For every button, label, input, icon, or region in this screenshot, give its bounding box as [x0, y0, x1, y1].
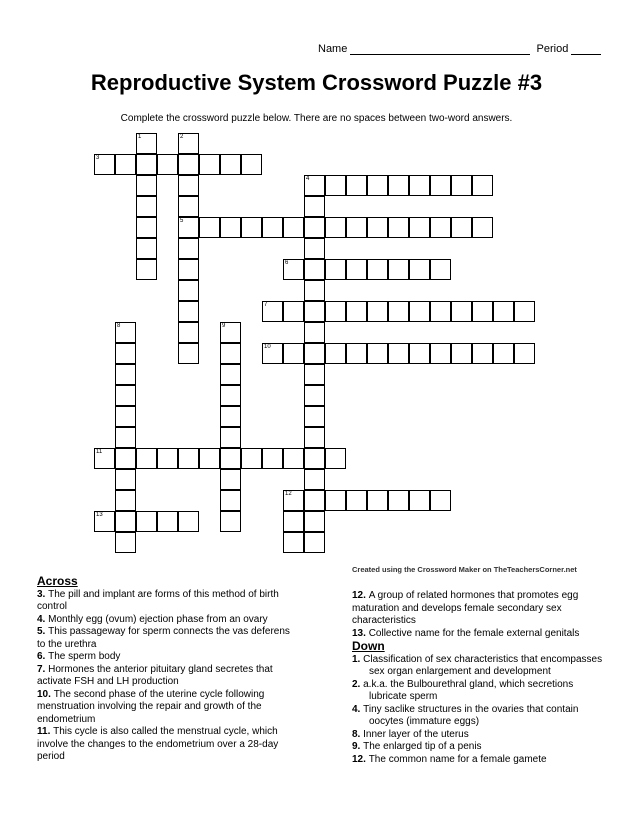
crossword-cell[interactable] — [136, 196, 157, 217]
crossword-cell[interactable] — [304, 217, 325, 238]
crossword-cell[interactable] — [472, 343, 493, 364]
crossword-cell[interactable] — [304, 511, 325, 532]
crossword-cell[interactable] — [136, 154, 157, 175]
crossword-cell[interactable] — [430, 217, 451, 238]
down-heading: Down — [352, 639, 385, 653]
clue-number: 10. — [37, 688, 54, 700]
crossword-cell[interactable] — [178, 343, 199, 364]
cell-number: 9 — [222, 323, 226, 329]
crossword-cell[interactable] — [367, 301, 388, 322]
clue-text: The pill and implant are forms of this method of birth control — [37, 588, 279, 612]
crossword-cell[interactable] — [262, 217, 283, 238]
cell-number: 2 — [180, 134, 184, 140]
clue — [37, 664, 292, 689]
cell-number: 5 — [180, 218, 184, 224]
clues-continued — [352, 590, 612, 766]
crossword-cell[interactable] — [304, 532, 325, 553]
crossword-cell[interactable] — [220, 469, 241, 490]
crossword-cell[interactable] — [220, 217, 241, 238]
crossword-cell[interactable] — [409, 259, 430, 280]
crossword-cell[interactable] — [451, 343, 472, 364]
clue-number: 2. — [352, 678, 364, 690]
clue-number: 12. — [352, 590, 369, 601]
clue — [37, 626, 292, 651]
instructions: Complete the crossword puzzle below. There are no spaces between two-word answers. — [120, 113, 513, 124]
clue-number: 9. — [352, 741, 364, 752]
crossword-cell[interactable] — [220, 385, 241, 406]
crossword-cell[interactable] — [262, 448, 283, 469]
crossword-cell[interactable] — [304, 196, 325, 217]
crossword-cell[interactable] — [220, 406, 241, 427]
crossword-cell[interactable] — [430, 301, 451, 322]
clue — [352, 754, 612, 767]
clue-number: 7. — [37, 663, 49, 675]
clue-text: Classification of sex characteristics that encompasses sex organ enlargement and development — [363, 653, 603, 677]
clue-number: 12. — [352, 753, 369, 765]
crossword-cell[interactable] — [157, 154, 178, 175]
crossword-cell[interactable] — [472, 301, 493, 322]
crossword-cell[interactable] — [304, 364, 325, 385]
crossword-cell[interactable] — [283, 448, 304, 469]
crossword-cell[interactable] — [346, 301, 367, 322]
cell-number: 1 — [138, 134, 142, 140]
crossword-cell[interactable] — [178, 301, 199, 322]
crossword-cell[interactable] — [493, 343, 514, 364]
crossword-cell[interactable] — [409, 175, 430, 196]
crossword-cell[interactable] — [220, 490, 241, 511]
clue — [352, 741, 612, 754]
crossword-cell[interactable] — [241, 217, 262, 238]
across-heading: Across — [37, 574, 78, 588]
clue-text: Collective name for the female external genitals — [368, 627, 580, 639]
cell-number: 3 — [96, 155, 100, 161]
crossword-cell[interactable] — [178, 259, 199, 280]
crossword-cell[interactable] — [409, 343, 430, 364]
crossword-cell[interactable] — [304, 490, 325, 511]
crossword-cell[interactable] — [115, 532, 136, 553]
crossword-cell[interactable] — [304, 427, 325, 448]
crossword-cell[interactable] — [115, 154, 136, 175]
crossword-cell[interactable] — [325, 343, 346, 364]
crossword-cell[interactable] — [451, 217, 472, 238]
page-title: Reproductive System Crossword Puzzle #3 — [90, 70, 543, 95]
crossword-cell[interactable] — [178, 196, 199, 217]
clue-number: 4. — [352, 703, 364, 715]
crossword-cell[interactable] — [430, 175, 451, 196]
crossword-cell[interactable] — [346, 217, 367, 238]
clue-text: Inner layer of the uterus — [363, 728, 469, 740]
crossword-cell[interactable] — [178, 280, 199, 301]
crossword-cell[interactable] — [367, 343, 388, 364]
crossword-cell[interactable] — [115, 511, 136, 532]
crossword-cell[interactable] — [304, 343, 325, 364]
crossword-cell[interactable] — [115, 364, 136, 385]
crossword-cell[interactable] — [115, 406, 136, 427]
cell-number: 12 — [285, 491, 292, 497]
crossword-cell[interactable] — [346, 259, 367, 280]
clue — [352, 679, 612, 704]
crossword-cell[interactable] — [304, 469, 325, 490]
crossword-cell[interactable] — [199, 448, 220, 469]
cell-number: 11 — [96, 449, 103, 455]
clue-number: 3. — [37, 588, 49, 600]
clue-text: a.k.a. the Bulbourethral gland, which secretions lubricate sperm — [363, 678, 574, 702]
crossword-cell[interactable] — [304, 385, 325, 406]
crossword-cell[interactable] — [136, 259, 157, 280]
crossword-cell[interactable] — [346, 175, 367, 196]
crossword-cell[interactable] — [283, 343, 304, 364]
crossword-cell[interactable] — [115, 427, 136, 448]
cell-number: 10 — [264, 344, 271, 350]
crossword-cell[interactable] — [304, 406, 325, 427]
crossword-cell[interactable] — [514, 301, 535, 322]
crossword-cell[interactable] — [325, 259, 346, 280]
crossword-cell[interactable] — [304, 322, 325, 343]
crossword-cell[interactable] — [199, 154, 220, 175]
crossword-cell[interactable] — [178, 322, 199, 343]
clue — [352, 628, 612, 641]
crossword-cell[interactable] — [304, 301, 325, 322]
crossword-cell[interactable] — [283, 217, 304, 238]
crossword-cell[interactable] — [367, 175, 388, 196]
crossword-cell[interactable] — [220, 154, 241, 175]
crossword-cell[interactable] — [430, 490, 451, 511]
crossword-cell[interactable] — [409, 301, 430, 322]
crossword-cell[interactable] — [325, 448, 346, 469]
cell-number: 4 — [306, 176, 310, 182]
crossword-cell[interactable] — [115, 343, 136, 364]
crossword-cell[interactable] — [136, 448, 157, 469]
clue-text: The sperm body — [48, 651, 121, 662]
crossword-cell[interactable] — [304, 448, 325, 469]
crossword-cell[interactable] — [115, 490, 136, 511]
crossword-cell[interactable] — [325, 301, 346, 322]
crossword-cell[interactable] — [220, 448, 241, 469]
crossword-cell[interactable] — [472, 217, 493, 238]
crossword-cell[interactable] — [115, 448, 136, 469]
crossword-cell[interactable] — [304, 238, 325, 259]
crossword-cell[interactable] — [157, 511, 178, 532]
period-label: Period — [536, 43, 569, 55]
crossword-cell[interactable] — [283, 301, 304, 322]
crossword-cell[interactable] — [157, 448, 178, 469]
clue-text: A group of related hormones that promotes egg maturation and develops female secondary sex characteristics — [352, 590, 579, 626]
crossword-cell[interactable] — [241, 154, 262, 175]
crossword-cell[interactable] — [220, 511, 241, 532]
cell-number: 13 — [96, 512, 103, 518]
crossword-cell[interactable] — [220, 343, 241, 364]
crossword-cell[interactable] — [451, 175, 472, 196]
crossword-cell[interactable] — [115, 469, 136, 490]
crossword-cell[interactable] — [325, 175, 346, 196]
crossword-cell[interactable] — [220, 364, 241, 385]
crossword-cell[interactable] — [388, 301, 409, 322]
crossword-cell[interactable] — [136, 238, 157, 259]
clue — [352, 729, 612, 742]
crossword-cell[interactable] — [472, 175, 493, 196]
clue-text: The common name for a female gamete — [368, 753, 547, 765]
clue — [37, 726, 292, 764]
crossword-cell[interactable] — [430, 343, 451, 364]
crossword-cell[interactable] — [367, 490, 388, 511]
clue-number: 8. — [352, 728, 364, 740]
cell-number: 8 — [117, 323, 121, 329]
crossword-cell[interactable] — [178, 175, 199, 196]
crossword-cell[interactable] — [430, 259, 451, 280]
clue — [37, 651, 292, 664]
clue-number: 6. — [37, 651, 49, 662]
clue — [37, 689, 292, 727]
crossword-cell[interactable] — [304, 280, 325, 301]
clue-number: 4. — [37, 613, 49, 625]
crossword-cell[interactable] — [136, 175, 157, 196]
clue — [352, 590, 612, 628]
clue — [352, 704, 612, 729]
cell-number: 7 — [264, 302, 268, 308]
crossword-cell[interactable] — [241, 448, 262, 469]
clue-number: 13. — [352, 627, 369, 639]
clue — [37, 589, 292, 614]
crossword-cell[interactable] — [136, 217, 157, 238]
crossword-cell[interactable] — [346, 490, 367, 511]
crossword-cell[interactable] — [409, 217, 430, 238]
clue-number: 1. — [352, 653, 364, 665]
clue-text: This cycle is also called the menstrual cycle, which involve the changes to the endometrium over a 28-day period — [37, 726, 279, 762]
crossword-cell[interactable] — [409, 490, 430, 511]
crossword-cell[interactable] — [388, 259, 409, 280]
crossword-cell[interactable] — [283, 532, 304, 553]
crossword-cell[interactable] — [325, 217, 346, 238]
crossword-cell[interactable] — [451, 301, 472, 322]
crossword-cell[interactable] — [178, 448, 199, 469]
crossword-cell[interactable] — [178, 511, 199, 532]
crossword-cell[interactable] — [367, 217, 388, 238]
crossword-cell[interactable] — [388, 217, 409, 238]
clue-text: Hormones the anterior pituitary gland secretes that activate FSH and LH production — [37, 663, 273, 687]
crossword-cell[interactable] — [283, 511, 304, 532]
clue — [37, 614, 292, 627]
crossword-cell[interactable] — [115, 385, 136, 406]
crossword-cell[interactable] — [178, 238, 199, 259]
crossword-cell[interactable] — [220, 427, 241, 448]
cell-number: 6 — [285, 260, 289, 266]
crossword-cell[interactable] — [388, 343, 409, 364]
crossword-cell[interactable] — [304, 259, 325, 280]
crossword-cell[interactable] — [325, 490, 346, 511]
crossword-cell[interactable] — [136, 511, 157, 532]
name-label: Name — [318, 43, 348, 55]
credit-text: Created using the Crossword Maker on TheTeachersCorner.net — [352, 565, 577, 574]
crossword-cell[interactable] — [367, 259, 388, 280]
clue — [352, 654, 612, 679]
clue-text: Monthly egg (ovum) ejection phase from an ovary — [48, 613, 268, 625]
clue-text: The second phase of the uterine cycle following menstruation involving the repair and growth of the endometrium — [37, 688, 265, 725]
crossword-cell[interactable] — [493, 301, 514, 322]
clues-across — [37, 575, 292, 764]
crossword-cell[interactable] — [178, 154, 199, 175]
crossword-cell[interactable] — [514, 343, 535, 364]
crossword-cell[interactable] — [199, 217, 220, 238]
clue-number: 11. — [37, 726, 54, 737]
crossword-cell[interactable] — [346, 343, 367, 364]
clue-text: Tiny saclike structures in the ovaries that contain oocytes (immature eggs) — [363, 703, 579, 727]
clue-text: The enlarged tip of a penis — [363, 741, 482, 752]
clue-number: 5. — [37, 626, 49, 637]
crossword-cell[interactable] — [388, 175, 409, 196]
clue-text: This passageway for sperm connects the vas deferens to the urethra — [37, 626, 290, 650]
crossword-cell[interactable] — [388, 490, 409, 511]
